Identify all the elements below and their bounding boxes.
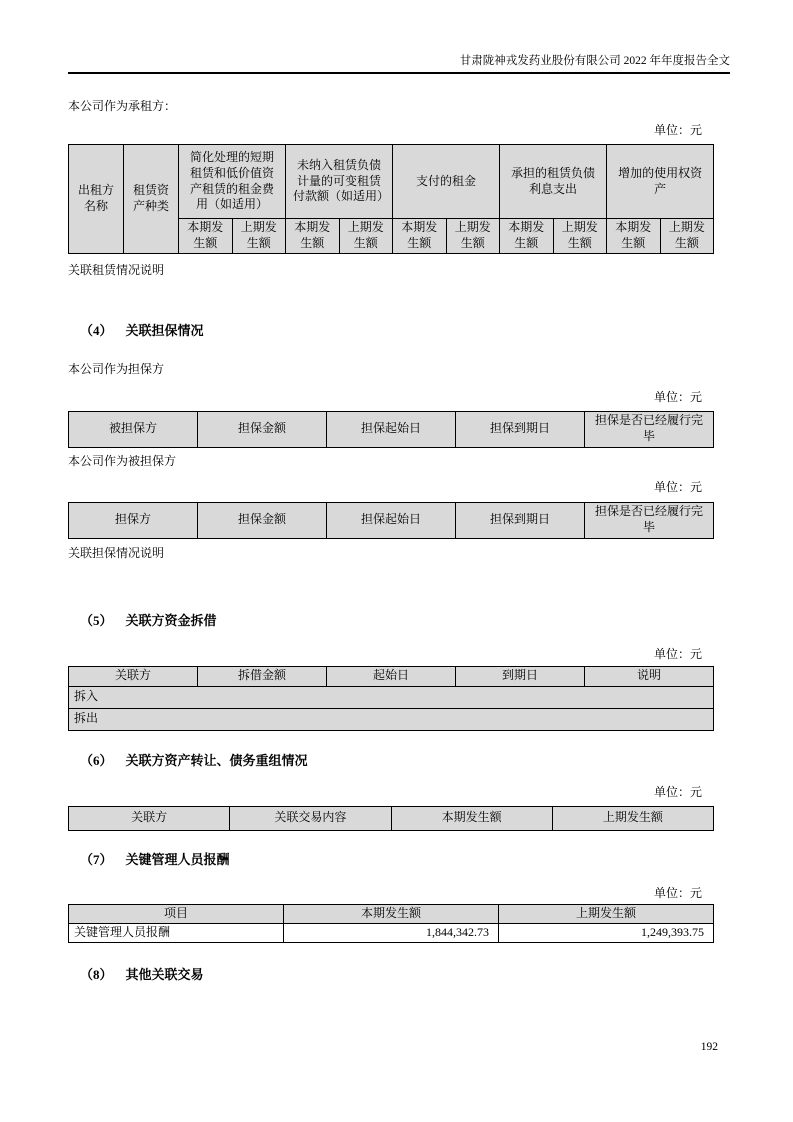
item-cell: 关键管理人员报酬 (69, 923, 284, 942)
header-cell-group-interest-expense: 承担的租赁负债利息支出 (500, 145, 607, 219)
header-cell: 担保方 (69, 502, 198, 538)
header-cell-current-period: 本期发生额 (607, 219, 661, 254)
header-cell-prior-period: 上期发生额 (339, 219, 393, 254)
asset-transfer-table (68, 806, 714, 831)
unit-label: 单位：元 (653, 646, 702, 661)
header-cell: 上期发生额 (499, 904, 714, 923)
table-header-row (69, 502, 714, 538)
current-amount-cell: 1,844,342.73 (284, 923, 499, 942)
header-cell: 项目 (69, 904, 284, 923)
section-title: 关联方资金拆借 (125, 612, 217, 628)
guaranteed-intro-line: 本公司作为被担保方 (68, 453, 177, 468)
section-title: 其他关联交易 (125, 966, 204, 982)
unit-label: 单位：元 (653, 123, 702, 137)
header-cell-current-period: 本期发生额 (286, 219, 340, 254)
header-cell-group-variable-payments: 未纳入租赁负债计量的可变租赁付款额（如适用） (286, 145, 393, 219)
prior-amount-cell: 1,249,393.75 (499, 923, 714, 942)
section-number: （8） (80, 966, 113, 982)
page-content (68, 98, 713, 984)
header-cell: 关联方 (69, 666, 198, 686)
guarantee-note-line: 关联担保情况说明 (68, 545, 165, 560)
header-cell-asset-type: 租赁资产种类 (124, 145, 179, 254)
header-cell-group-rou-assets: 增加的使用权资产 (607, 145, 714, 219)
header-cell: 拆借金额 (198, 666, 327, 686)
related-party-lending-table (68, 666, 714, 731)
table-header-row (69, 666, 714, 686)
table-header-row (69, 411, 714, 447)
unit-label: 单位：元 (653, 784, 702, 799)
header-cell-group-simplified-rent: 简化处理的短期租赁和低价值资产租赁的租金费用（如适用） (179, 145, 286, 219)
header-cell: 本期发生额 (284, 904, 499, 923)
header-cell: 起始日 (327, 666, 456, 686)
header-cell: 到期日 (456, 666, 585, 686)
lease-note-line: 关联租赁情况说明 (68, 262, 165, 277)
guarantee-table-as-guaranteed (68, 502, 714, 539)
guarantor-intro-line: 本公司作为担保方 (68, 361, 165, 376)
row-label-cell: 拆入 (69, 686, 714, 708)
table-row-compensation (69, 923, 714, 942)
header-cell-group-rent-paid: 支付的租金 (393, 145, 500, 219)
table-header-row (69, 904, 714, 923)
row-label-cell: 拆出 (69, 708, 714, 730)
header-cell: 说明 (585, 666, 714, 686)
section-title: 关联方资产转让、债务重组情况 (125, 752, 308, 768)
header-cell: 担保金额 (198, 502, 327, 538)
header-cell-prior-period: 上期发生额 (232, 219, 286, 254)
header-cell: 担保是否已经履行完毕 (585, 502, 714, 538)
header-cell-current-period: 本期发生额 (500, 219, 554, 254)
unit-label: 单位：元 (653, 479, 702, 494)
section-number: （5） (80, 612, 113, 628)
header-cell: 关联方 (69, 806, 230, 830)
header-cell-current-period: 本期发生额 (179, 219, 233, 254)
page-number: 192 (700, 1041, 718, 1053)
header-cell: 担保到期日 (456, 502, 585, 538)
section-number: （7） (80, 851, 113, 867)
header-cell-prior-period: 上期发生额 (660, 219, 714, 254)
unit-label: 单位：元 (653, 885, 702, 900)
table-header-row (69, 806, 714, 830)
header-cell-current-period: 本期发生额 (393, 219, 447, 254)
guarantee-table-as-guarantor (68, 411, 714, 448)
header-cell: 被担保方 (69, 411, 198, 447)
header-cell-lessor: 出租方名称 (69, 145, 124, 254)
section-heading-8 (80, 966, 713, 984)
section-title: 关键管理人员报酬 (125, 851, 230, 867)
table-row-borrow-in (69, 686, 714, 708)
header-cell: 担保起始日 (327, 411, 456, 447)
section-heading-6 (80, 752, 713, 770)
section-number: （6） (80, 752, 113, 768)
related-lease-table (68, 144, 714, 254)
header-cell-prior-period: 上期发生额 (446, 219, 500, 254)
header-cell: 担保起始日 (327, 502, 456, 538)
section-number: （4） (80, 322, 113, 338)
lessee-intro-line: 本公司作为承租方： (68, 99, 177, 113)
header-cell: 担保到期日 (456, 411, 585, 447)
header-cell: 关联交易内容 (230, 806, 391, 830)
unit-label: 单位：元 (653, 389, 702, 404)
section-heading-4 (80, 322, 713, 340)
running-header (68, 0, 730, 74)
section-title: 关联担保情况 (125, 322, 204, 338)
table-row-lend-out (69, 708, 714, 730)
header-cell: 上期发生额 (552, 806, 713, 830)
header-cell-prior-period: 上期发生额 (553, 219, 607, 254)
header-cell: 担保是否已经履行完毕 (585, 411, 714, 447)
report-title: 甘肃陇神戎发药业股份有限公司 2022 年年度报告全文 (459, 55, 730, 67)
lease-table-group-header-row (69, 145, 714, 219)
key-management-compensation-table (68, 904, 714, 943)
section-heading-5 (80, 612, 713, 630)
section-heading-7 (80, 851, 713, 869)
header-cell: 担保金额 (198, 411, 327, 447)
header-cell: 本期发生额 (391, 806, 552, 830)
